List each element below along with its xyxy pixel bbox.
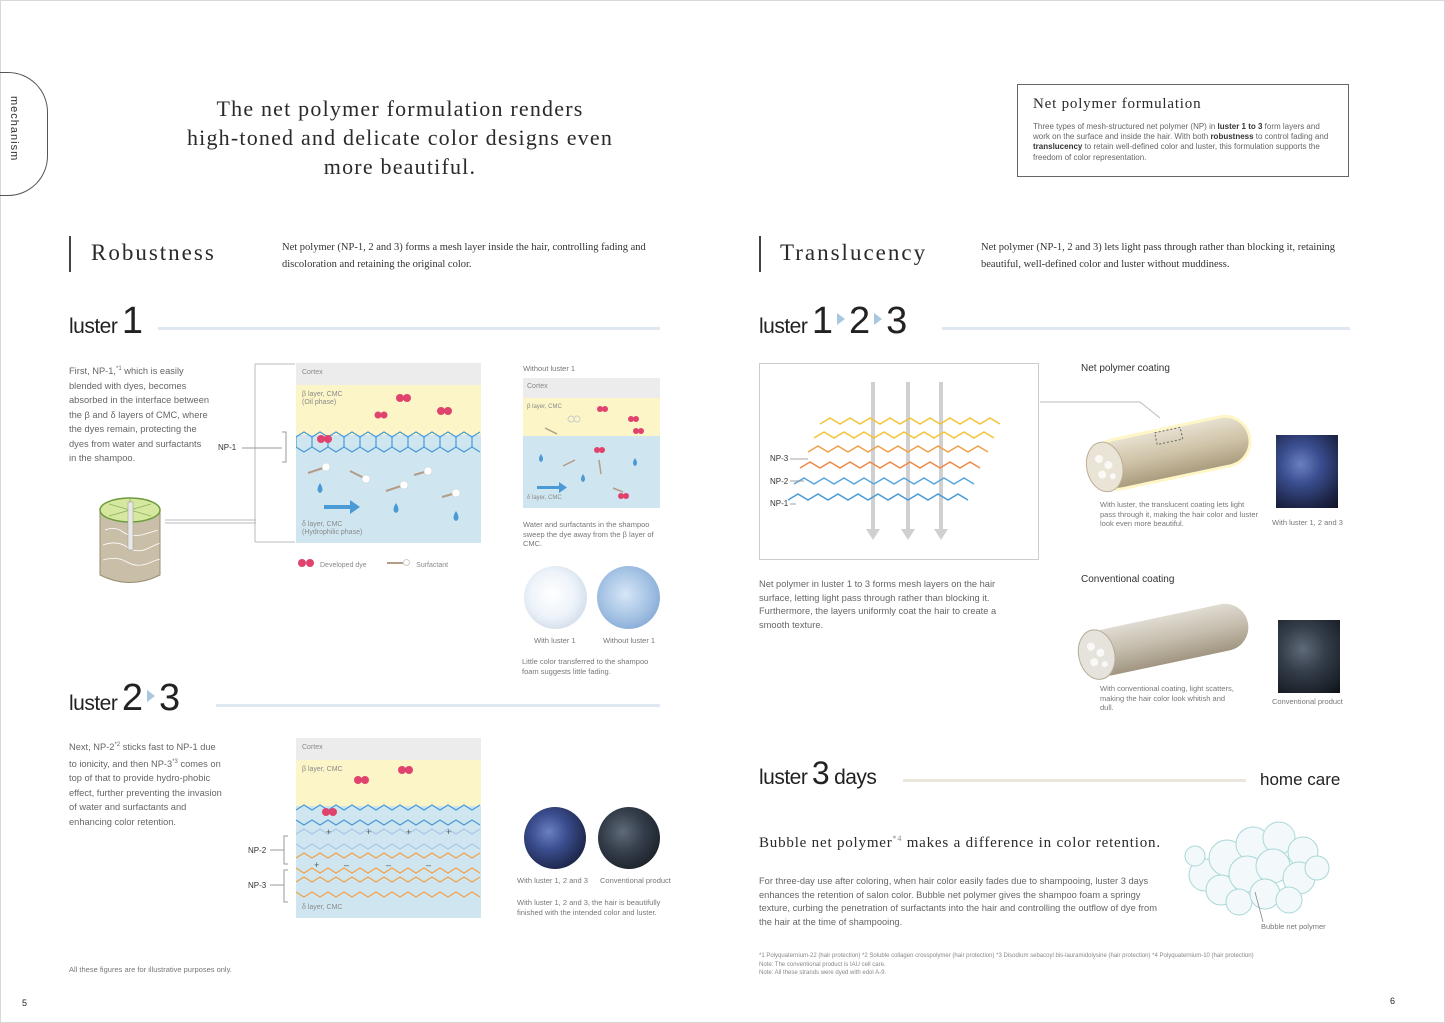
np3-label: NP-3 xyxy=(248,881,267,890)
hair-conventional-label: Conventional product xyxy=(600,876,671,885)
conventional-coating-title: Conventional coating xyxy=(1081,574,1175,585)
svg-text:+: + xyxy=(314,860,320,870)
luster3days-rule xyxy=(903,779,1246,782)
without-luster1-dyes xyxy=(523,378,660,508)
without-delta-label: δ layer, CMC xyxy=(527,495,562,501)
dye-legend-icon xyxy=(298,559,306,567)
luster3days-heading: luster 3 days xyxy=(759,755,877,791)
luster123-rule xyxy=(942,327,1350,330)
without-beta-label: β layer, CMC xyxy=(527,404,562,410)
luster1-heading: luster 1 xyxy=(69,300,143,342)
luster1-text: First, NP-1,$^{*1}$ which is easily blended with dyes, becomes absorbed in the interface between the β and δ layers of CMC, where the dyes remain, protecting the dyes from water and surfactants in the shampoo. xyxy=(69,366,210,464)
page-number-left: 5 xyxy=(22,998,28,1008)
home-care-label: home care xyxy=(1260,770,1341,789)
np2-label: NP-2 xyxy=(248,846,267,855)
conventional-swatch-label: Conventional product xyxy=(1272,697,1343,706)
svg-text:+: + xyxy=(446,827,452,837)
svg-text:+: + xyxy=(406,827,412,837)
robustness-desc: Net polymer (NP-1, 2 and 3) forms a mesh layer inside the hair, controlling fading and discoloration and retaining the original color. xyxy=(282,242,646,270)
legend-dye-label: Developed dye xyxy=(320,562,367,569)
bubble-net-polymer-label: Bubble net polymer xyxy=(1261,922,1326,931)
luster23-rule xyxy=(216,704,660,707)
coating-caption: With luster, the translucent coating lets light pass through it, making the hair color and luster look even more beautiful. xyxy=(1100,500,1259,528)
luster23-beta: β layer, CMC xyxy=(302,766,343,773)
luster3days-text: For three-day use after coloring, when hair color easily fades due to shampooing, luster 3 days enhances the retention of salon color. Bubble net polymer gives the shampoo foam a springy texture, curbing the penetration of surfactants into the hair and controlling the outflow of dye from the hair at the time of shampooing. xyxy=(759,876,1157,927)
svg-text:+: + xyxy=(366,827,372,837)
luster23-text: Next, NP-2$^{*2}$ sticks fast to NP-1 due to ionicity, and then NP-3$^{*3}$ comes on top of that to provide hydro-phobic effect, further preventing the invasion of water and surfactants and enhancing color retention. xyxy=(69,742,222,827)
surfactant-legend-icon xyxy=(387,562,403,564)
svg-text:+: + xyxy=(326,827,332,837)
luster23-mesh-layers xyxy=(296,738,481,918)
np2-right-label: NP-2 xyxy=(770,477,789,486)
np23-brackets xyxy=(268,830,298,910)
foam-caption: Little color transferred to the shampoo foam suggests little fading. xyxy=(522,657,649,676)
without-luster1-caption: Water and surfactants in the shampoo sweep the dye away from the β layer of CMC. xyxy=(523,520,654,548)
beta-layer-label: β layer, CMC (Oil phase) xyxy=(302,391,343,406)
foam-with-luster1-photo xyxy=(524,566,587,629)
conventional-coating-illustration xyxy=(1060,590,1260,680)
hair-with-luster123-photo xyxy=(524,807,586,869)
legend-surfactant-label: Surfactant xyxy=(416,562,449,569)
luster1-rule xyxy=(158,327,660,330)
coating-swatch-label: With luster 1, 2 and 3 xyxy=(1272,518,1343,527)
without-luster1-title: Without luster 1 xyxy=(523,364,576,373)
net-polymer-coating-illustration xyxy=(1040,398,1260,498)
luster23-cortex: Cortex xyxy=(296,738,481,760)
cortex-band: Cortex xyxy=(296,363,481,385)
footnotes: *1 Polyquaternium-22 (hair protection) *2 Soluble collagen crosspolymer (hair protection) *3 Disodium sebacoyl bis-lauramidolysine (hair protection) *4 Polyquaternium-10 (hair protection) Note: The conventional product is IAU cell care. Note: All these strands were dyed with edol A-9. xyxy=(759,953,1254,976)
np3-right-label: NP-3 xyxy=(770,454,789,463)
mesh-layers-graphic xyxy=(760,364,1038,559)
bubble-subtitle: Bubble net polymer$^{*4}$ makes a difference in color retention. xyxy=(759,834,1161,851)
robustness-title: Robustness xyxy=(91,240,216,265)
np1-right-label: NP-1 xyxy=(770,499,789,508)
foam-without-label: Without luster 1 xyxy=(603,636,656,645)
foam-with-label: With luster 1 xyxy=(534,636,576,645)
foam-without-luster1-photo xyxy=(597,566,660,629)
net-polymer-info-box xyxy=(1017,84,1349,177)
illustrative-note: All these figures are for illustrative purposes only. xyxy=(69,965,232,974)
np1-label: NP-1 xyxy=(218,443,237,452)
luster1-mesh-and-dyes xyxy=(296,363,481,543)
arrow-icon xyxy=(874,313,882,325)
info-box-text: Three types of mesh-structured net polymer (NP) in luster 1 to 3 form layers and work on the surface and inside the hair. With both robustness to control fading and translucency to retain well-defined color and luster, this formulation supports the freedom of color representation. xyxy=(1033,122,1329,162)
translucency-desc: Net polymer (NP-1, 2 and 3) lets light pass through rather than blocking it, retaining beautiful, well-defined color and luster without muddiness. xyxy=(981,242,1336,270)
arrow-icon xyxy=(147,690,155,702)
info-box-title: Net polymer formulation xyxy=(1033,96,1202,112)
luster1-legend xyxy=(298,554,448,572)
translucency-title: Translucency xyxy=(780,240,928,265)
conventional-hair-swatch xyxy=(1278,620,1340,693)
hair-cross-section-illustration xyxy=(95,490,165,590)
conventional-caption: With conventional coating, light scatters, making the hair color look whitish and dull. xyxy=(1100,684,1234,712)
arrow-icon xyxy=(837,313,845,325)
without-cortex-band: Cortex xyxy=(523,378,660,398)
translucency-bar xyxy=(759,236,761,272)
robustness-bar xyxy=(69,236,71,272)
bubble-net-polymer-illustration xyxy=(1175,810,1335,925)
page-headline: The net polymer formulation renders high-toned and delicate color designs even more beautiful. xyxy=(186,96,614,179)
delta-layer-label: δ layer, CMC (Hydrophilic phase) xyxy=(302,521,363,536)
np1-bracket-lines xyxy=(165,362,300,547)
net-polymer-coating-title: Net polymer coating xyxy=(1081,363,1170,374)
coating-hair-swatch xyxy=(1276,435,1338,508)
luster123-text: Net polymer in luster 1 to 3 forms mesh layers on the hair surface, letting light pass through rather than blocking it. Furthermore, the layers uniformly coat the hair to create a smooth texture. xyxy=(759,579,997,630)
svg-text:–: – xyxy=(344,860,350,870)
luster123-heading: luster 1 2 3 xyxy=(759,300,908,342)
luster23-delta: δ layer, CMC xyxy=(302,904,343,911)
page-number-right: 6 xyxy=(1390,996,1396,1006)
hair-conventional-photo xyxy=(598,807,660,869)
hair-with-luster123-label: With luster 1, 2 and 3 xyxy=(517,876,588,885)
svg-text:–: – xyxy=(386,860,392,870)
side-tab-label: mechanism xyxy=(8,96,20,162)
svg-text:–: – xyxy=(426,860,432,870)
luster23-caption: With luster 1, 2 and 3, the hair is beautifully finished with the intended color and luster. xyxy=(517,898,661,917)
luster23-heading: luster 2 3 xyxy=(69,677,181,719)
